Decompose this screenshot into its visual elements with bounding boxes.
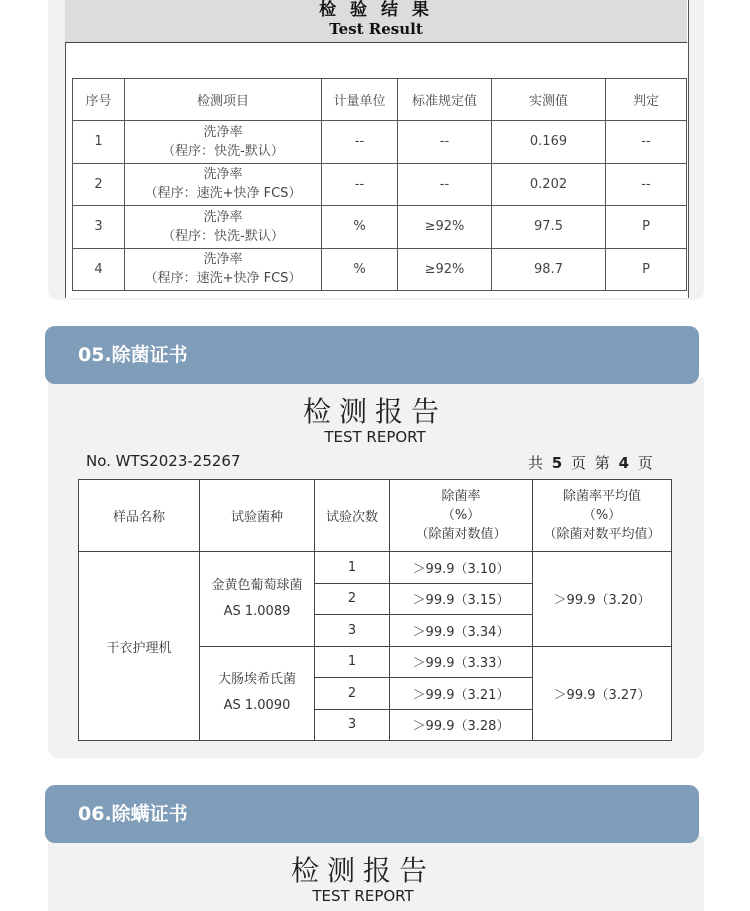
item-program: （程序：速洗+快净 FCS） [144, 271, 302, 287]
cell-average: ＞99.9（3.20） [533, 552, 672, 647]
cell-rate: ＞99.9（3.33） [390, 646, 533, 678]
col-header-strain: 试验菌种 [200, 480, 315, 552]
report-number: No. WTS2023-25267 [86, 452, 241, 470]
page-total: 5 [551, 454, 565, 472]
cell-no: 3 [73, 206, 125, 249]
test-result-table [72, 78, 687, 291]
strain-name: 大肠埃希氏菌 [217, 672, 296, 688]
col-header-unit: 计量单位 [322, 79, 398, 121]
item-name: 洗净率 [203, 167, 243, 183]
cell-unit: % [322, 206, 398, 249]
cell-judge: -- [606, 121, 687, 164]
report-title: 检测报告 [290, 854, 435, 887]
col-header-standard: 标准规定值 [398, 79, 492, 121]
cell-trial-number: 1 [315, 646, 390, 678]
cell-judge: P [606, 248, 687, 291]
cell-rate: ＞99.9（3.21） [390, 678, 533, 710]
cell-trial-number: 2 [315, 678, 390, 710]
table-header-row [79, 480, 672, 552]
cell-item [125, 248, 322, 291]
col-header-sample: 样品名称 [79, 480, 200, 552]
col-header-judge: 判定 [606, 79, 687, 121]
cell-trial-number: 2 [315, 583, 390, 615]
item-program: （程序：速洗+快净 FCS） [144, 186, 302, 202]
test-result-header [65, 0, 687, 43]
strain-name: 金黄色葡萄球菌 [211, 577, 303, 593]
strain-code: AS 1.0089 [223, 603, 291, 619]
rate-header-line1: 除菌率 [441, 489, 481, 504]
cell-trial-number: 1 [315, 552, 390, 584]
table-row [73, 121, 687, 164]
col-header-item: 检测项目 [125, 79, 322, 121]
cell-no: 1 [73, 121, 125, 164]
rate-header-line2: （%） [441, 508, 481, 523]
item-name: 洗净率 [203, 209, 243, 225]
item-name: 洗净率 [203, 252, 243, 268]
table-row [73, 248, 687, 291]
cell-item [125, 121, 322, 164]
col-header-rate [390, 480, 533, 552]
section-06-header: 06.除螨证书 [45, 785, 699, 843]
cell-item [125, 206, 322, 249]
page-mid: 页 第 [571, 454, 612, 472]
cell-standard: -- [398, 163, 492, 206]
cell-unit: % [322, 248, 398, 291]
table-row [73, 163, 687, 206]
test-result-title-cn: 检 验 结 果 [319, 0, 433, 20]
test-result-title-en: Test Result [329, 20, 423, 38]
cell-trial-number: 3 [315, 709, 390, 741]
rate-header-line3: （除菌对数值） [415, 527, 507, 542]
col-header-average [533, 480, 672, 552]
report-subtitle: TEST REPORT [312, 887, 414, 905]
cell-judge: -- [606, 163, 687, 206]
cell-measured: 0.169 [492, 121, 606, 164]
cell-standard: ≥92% [398, 206, 492, 249]
cell-rate: ＞99.9（3.28） [390, 709, 533, 741]
cell-rate: ＞99.9（3.15） [390, 583, 533, 615]
item-name: 洗净率 [203, 124, 243, 140]
page-suffix: 页 [637, 454, 655, 472]
cell-trial-number: 3 [315, 615, 390, 647]
col-header-no: 序号 [73, 79, 125, 121]
avg-header-line2: （%） [582, 508, 622, 523]
cell-unit: -- [322, 163, 398, 206]
cell-average: ＞99.9（3.27） [533, 646, 672, 741]
table-row [79, 552, 672, 584]
cell-no: 4 [73, 248, 125, 291]
cell-sample-name: 干衣护理机 [79, 552, 200, 741]
strain-code: AS 1.0090 [223, 698, 291, 714]
report-title: 检测报告 [302, 395, 447, 428]
cell-rate: ＞99.9（3.34） [390, 615, 533, 647]
cell-standard: ≥92% [398, 248, 492, 291]
cell-measured: 0.202 [492, 163, 606, 206]
cell-strain [200, 646, 315, 741]
page-prefix: 共 [528, 454, 546, 472]
page-current: 4 [618, 454, 632, 472]
cell-unit: -- [322, 121, 398, 164]
table-header-row [73, 79, 687, 121]
report-subtitle: TEST REPORT [324, 428, 426, 446]
cell-no: 2 [73, 163, 125, 206]
sterilization-table [78, 479, 672, 741]
avg-header-line3: （除菌对数平均值） [543, 527, 661, 542]
cell-item [125, 163, 322, 206]
table-row [73, 206, 687, 249]
page-indicator [528, 452, 655, 473]
cell-judge: P [606, 206, 687, 249]
section-05-header: 05.除菌证书 [45, 326, 699, 384]
cell-standard: -- [398, 121, 492, 164]
item-program: （程序：快洗-默认） [162, 228, 284, 244]
cell-strain [200, 552, 315, 647]
item-program: （程序：快洗-默认） [162, 143, 284, 159]
cell-rate: ＞99.9（3.10） [390, 552, 533, 584]
avg-header-line1: 除菌率平均值 [562, 489, 641, 504]
cell-measured: 98.7 [492, 248, 606, 291]
col-header-measured: 实测值 [492, 79, 606, 121]
cell-measured: 97.5 [492, 206, 606, 249]
col-header-times: 试验次数 [315, 480, 390, 552]
